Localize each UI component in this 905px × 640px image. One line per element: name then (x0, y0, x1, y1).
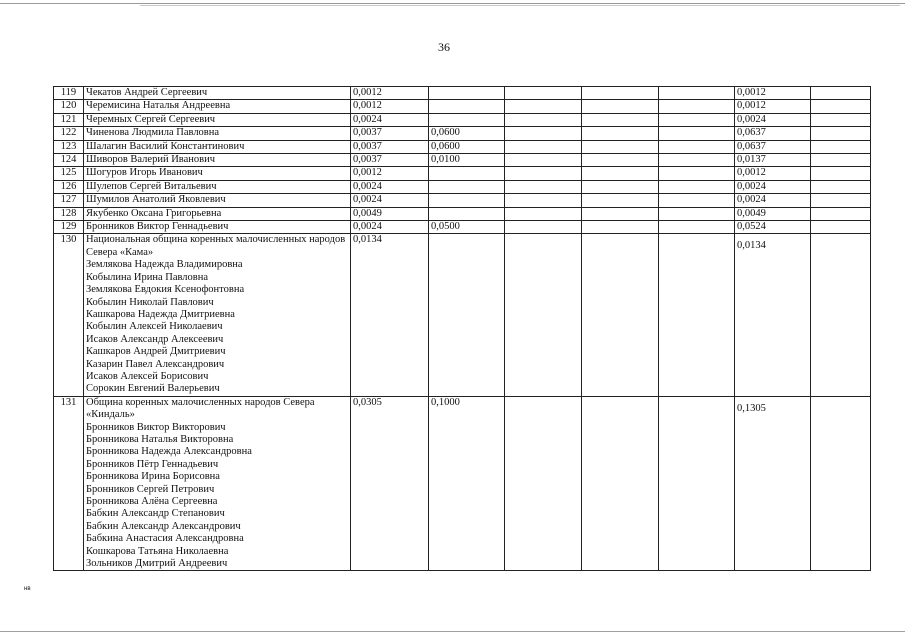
row-empty-cell (659, 180, 735, 193)
row-name: Черемных Сергей Сергеевич (84, 113, 351, 126)
group-member: Кобылин Алексей Николаевич (86, 321, 223, 333)
group-member: Бабкина Анастасия Александровна (86, 533, 244, 545)
row-share-1: 0,0037 (351, 127, 429, 140)
table-row (54, 87, 871, 100)
row-empty-cell (582, 207, 659, 220)
group-member: Кашкаров Андрей Дмитриевич (86, 346, 226, 358)
row-empty-cell (505, 207, 582, 220)
row-empty-cell (811, 221, 871, 234)
group-title: Национальная община коренных малочисленных народов Севера «Кама» (86, 234, 346, 258)
row-empty-cell (659, 167, 735, 180)
group-name-cell (84, 234, 351, 396)
table-row (54, 140, 871, 153)
row-share-1: 0,0012 (351, 87, 429, 100)
group-member: Кошкарова Татьяна Николаевна (86, 545, 229, 557)
row-empty-cell (811, 127, 871, 140)
row-number: 123 (54, 140, 84, 153)
group-member: Кобылина Ирина Павловна (86, 271, 209, 283)
row-empty-cell (582, 100, 659, 113)
row-share-2: 0,0500 (429, 221, 505, 234)
row-name: Шалагин Василий Константинович (84, 140, 351, 153)
row-number: 129 (54, 221, 84, 234)
row-empty-cell (505, 100, 582, 113)
group-share-1: 0,0305 (351, 396, 429, 571)
row-name: Шумилов Анатолий Яковлевич (84, 194, 351, 207)
row-empty-cell (811, 234, 871, 396)
row-share-2: 0,0600 (429, 127, 505, 140)
row-name: Бронников Виктор Геннадьевич (84, 221, 351, 234)
row-share-2 (429, 100, 505, 113)
scan-top-edge-secondary (140, 5, 900, 6)
table-row (54, 180, 871, 193)
page-number: 36 (438, 40, 450, 54)
group-number: 130 (54, 234, 84, 396)
row-empty-cell (505, 87, 582, 100)
group-share-1: 0,0134 (351, 234, 429, 396)
row-total: 0,0524 (735, 221, 811, 234)
row-total: 0,0012 (735, 100, 811, 113)
row-total: 0,0137 (735, 154, 811, 167)
row-empty-cell (811, 100, 871, 113)
row-empty-cell (582, 113, 659, 126)
row-empty-cell (811, 167, 871, 180)
row-number: 126 (54, 180, 84, 193)
table-body (54, 87, 871, 571)
row-total: 0,0637 (735, 127, 811, 140)
row-empty-cell (582, 127, 659, 140)
row-empty-cell (659, 127, 735, 140)
row-empty-cell (505, 221, 582, 234)
group-member: Бабкин Александр Степанович (86, 508, 225, 520)
row-empty-cell (505, 194, 582, 207)
row-empty-cell (811, 154, 871, 167)
row-empty-cell (659, 140, 735, 153)
registry-table (53, 86, 871, 571)
row-share-1: 0,0024 (351, 194, 429, 207)
row-number: 124 (54, 154, 84, 167)
group-member: Бронникова Ирина Борисовна (86, 471, 220, 483)
row-empty-cell (582, 154, 659, 167)
row-empty-cell (811, 180, 871, 193)
table-row (54, 221, 871, 234)
row-total: 0,0012 (735, 167, 811, 180)
row-empty-cell (659, 100, 735, 113)
table-row (54, 113, 871, 126)
group-member: Сорокин Евгений Валерьевич (86, 383, 220, 395)
row-share-1: 0,0024 (351, 221, 429, 234)
table-row (54, 207, 871, 220)
row-total: 0,0024 (735, 194, 811, 207)
group-name-cell (84, 396, 351, 571)
group-member: Зольников Дмитрий Андреевич (86, 558, 228, 570)
row-empty-cell (811, 194, 871, 207)
row-name: Шулепов Сергей Витальевич (84, 180, 351, 193)
row-name: Черемисина Наталья Андреевна (84, 100, 351, 113)
group-member: Кашкарова Надежда Дмитриевна (86, 308, 235, 320)
group-member: Исаков Алексей Борисович (86, 370, 209, 382)
group-member: Кобылин Николай Павлович (86, 296, 214, 308)
group-share-2: 0,1000 (429, 396, 505, 571)
group-member: Бронникова Наталья Викторовна (86, 433, 234, 445)
row-share-2 (429, 194, 505, 207)
row-name: Шиворов Валерий Иванович (84, 154, 351, 167)
row-number: 122 (54, 127, 84, 140)
row-total: 0,0024 (735, 113, 811, 126)
group-title: Община коренных малочисленных народов Севера «Киндаль» (86, 396, 315, 421)
table-row (54, 127, 871, 140)
row-number: 128 (54, 207, 84, 220)
row-empty-cell (811, 140, 871, 153)
row-empty-cell (505, 234, 582, 396)
scan-top-edge (0, 3, 905, 4)
group-share-2 (429, 234, 505, 396)
row-share-1: 0,0037 (351, 140, 429, 153)
row-empty-cell (582, 167, 659, 180)
group-number: 131 (54, 396, 84, 571)
row-empty-cell (582, 140, 659, 153)
table-row (54, 194, 871, 207)
footer-mark: нв (24, 586, 31, 592)
row-total: 0,0012 (735, 87, 811, 100)
row-empty-cell (582, 234, 659, 396)
row-empty-cell (505, 127, 582, 140)
row-empty-cell (659, 396, 735, 571)
row-share-1: 0,0049 (351, 207, 429, 220)
group-member: Казарин Павел Александрович (86, 358, 225, 370)
group-member: Бронникова Алёна Сергеевна (86, 496, 218, 507)
row-share-2 (429, 180, 505, 193)
group-member: Землякова Надежда Владимировна (86, 259, 243, 271)
group-row (54, 396, 871, 571)
row-empty-cell (659, 234, 735, 396)
row-share-2 (429, 87, 505, 100)
row-share-2 (429, 113, 505, 126)
group-member: Бабкин Александр Александрович (86, 520, 241, 532)
row-empty-cell (505, 140, 582, 153)
group-member: Бронников Виктор Викторович (86, 421, 226, 433)
scan-bottom-edge (0, 631, 905, 632)
row-empty-cell (505, 167, 582, 180)
row-empty-cell (811, 113, 871, 126)
row-empty-cell (582, 180, 659, 193)
row-empty-cell (582, 221, 659, 234)
row-empty-cell (582, 396, 659, 571)
row-empty-cell (505, 396, 582, 571)
row-name: Чиненова Людмила Павловна (84, 127, 351, 140)
group-row (54, 234, 871, 396)
row-empty-cell (582, 194, 659, 207)
row-empty-cell (659, 87, 735, 100)
row-empty-cell (811, 87, 871, 100)
row-total: 0,0049 (735, 207, 811, 220)
row-name: Якубенко Оксана Григорьевна (84, 207, 351, 220)
row-number: 125 (54, 167, 84, 180)
row-number: 127 (54, 194, 84, 207)
table-row (54, 167, 871, 180)
group-total: 0,0134 (735, 234, 811, 396)
row-empty-cell (659, 113, 735, 126)
group-member: Бронников Пётр Геннадьевич (86, 458, 219, 470)
group-total: 0,1305 (735, 396, 811, 571)
group-member: Бронников Сергей Петрович (86, 483, 215, 495)
table-row (54, 154, 871, 167)
row-name: Шогуров Игорь Иванович (84, 167, 351, 180)
row-empty-cell (582, 87, 659, 100)
row-share-2: 0,0600 (429, 140, 505, 153)
row-empty-cell (659, 154, 735, 167)
row-share-1: 0,0037 (351, 154, 429, 167)
row-share-2 (429, 167, 505, 180)
row-number: 119 (54, 87, 84, 100)
group-member: Бронникова Надежда Александровна (86, 446, 252, 458)
table-row (54, 100, 871, 113)
row-share-2: 0,0100 (429, 154, 505, 167)
row-empty-cell (811, 207, 871, 220)
group-member: Исаков Александр Алексеевич (86, 333, 224, 345)
row-name: Чекатов Андрей Сергеевич (84, 87, 351, 100)
row-empty-cell (659, 194, 735, 207)
row-share-2 (429, 207, 505, 220)
row-share-1: 0,0012 (351, 100, 429, 113)
row-empty-cell (659, 207, 735, 220)
row-total: 0,0637 (735, 140, 811, 153)
row-number: 121 (54, 113, 84, 126)
row-share-1: 0,0024 (351, 113, 429, 126)
row-share-1: 0,0024 (351, 180, 429, 193)
row-number: 120 (54, 100, 84, 113)
row-empty-cell (811, 396, 871, 571)
row-empty-cell (659, 221, 735, 234)
row-total: 0,0024 (735, 180, 811, 193)
row-empty-cell (505, 113, 582, 126)
row-empty-cell (505, 154, 582, 167)
row-share-1: 0,0012 (351, 167, 429, 180)
group-member: Землякова Евдокия Ксенофонтовна (86, 284, 245, 296)
row-empty-cell (505, 180, 582, 193)
